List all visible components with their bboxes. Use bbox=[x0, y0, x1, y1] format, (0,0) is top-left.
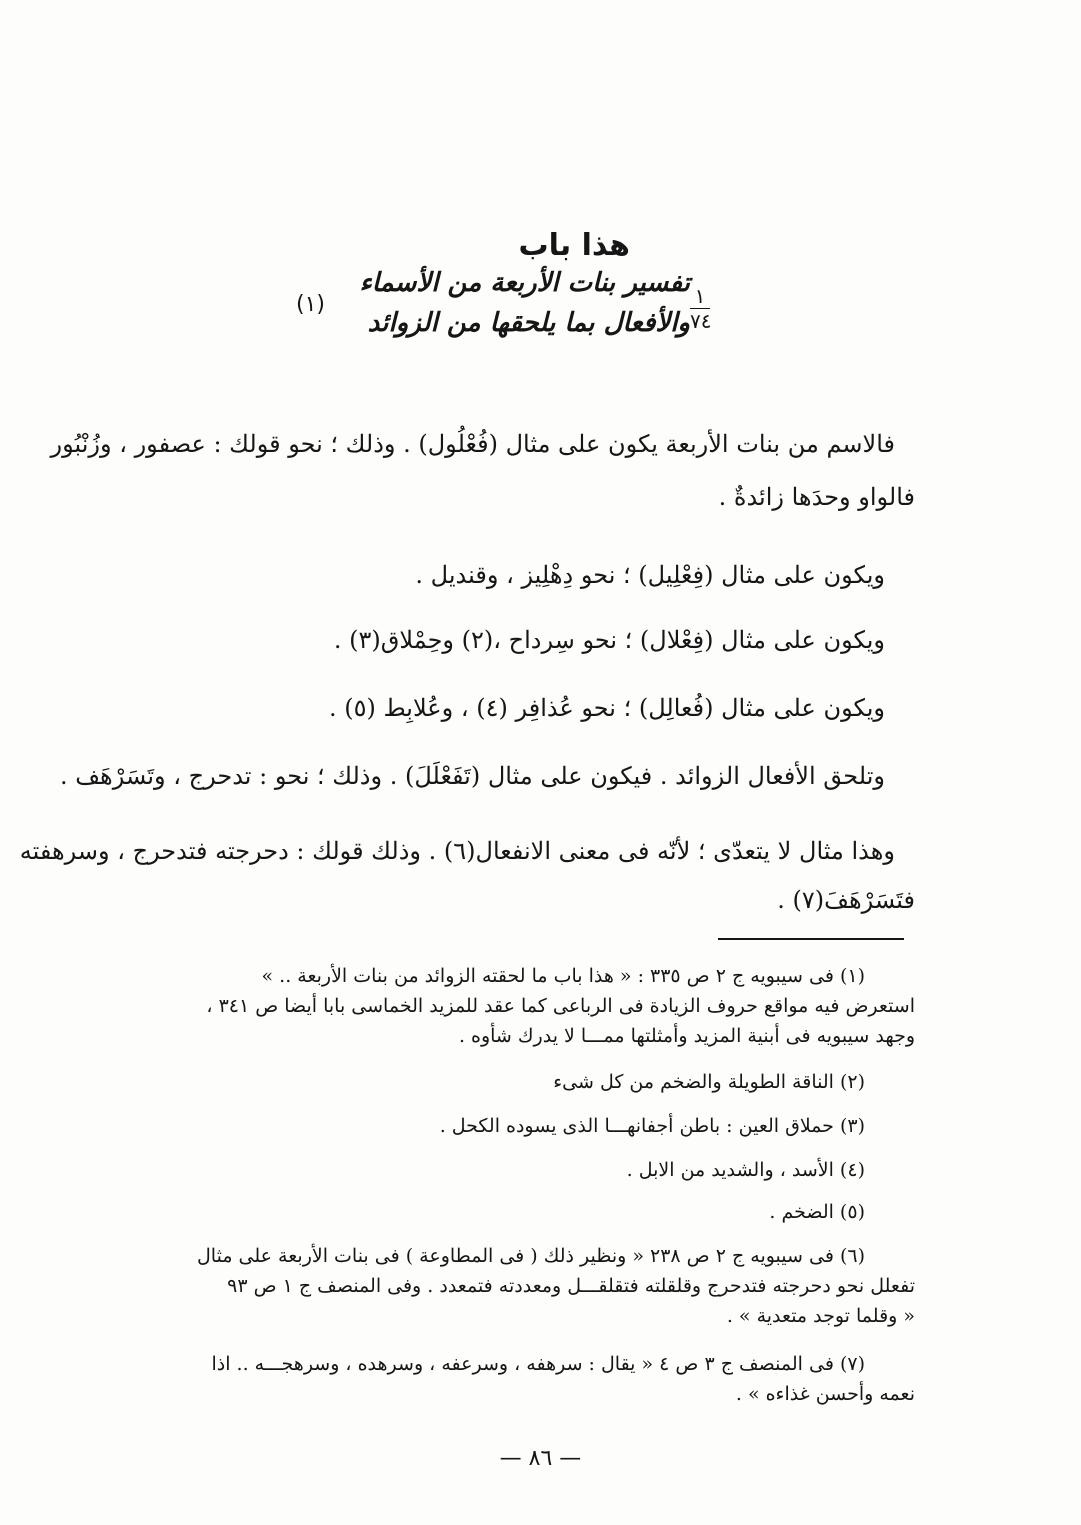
footnote-separator bbox=[718, 938, 904, 940]
chapter-heading: هذا باب bbox=[518, 228, 630, 263]
marker-bottom: ٧٤ bbox=[690, 309, 712, 333]
page-number: — ٨٦ — bbox=[499, 1446, 582, 1471]
body-line: ويكون على مثال (فِعْلال) ؛ نحو سِرداح ،(٢) وحِمْلاق(٣) . bbox=[333, 626, 885, 654]
footnote-line: تفعلل نحو دحرجته فتدحرج وقلقلته فتقلقـــل ومعددته فتمعدد . وفى المنصف ج ١ ص ٩٣ bbox=[227, 1275, 915, 1297]
footnote-line: (٧) فى المنصف ج ٣ ص ٤ « يقال : سرهفه ، وسرعفه ، وسرهده ، وسرهجـــه .. اذا bbox=[211, 1353, 865, 1375]
footnote-line: (١) فى سيبويه ج ٢ ص ٣٣٥ : « هذا باب ما لحقته الزوائد من بنات الأربعة .. » bbox=[261, 965, 865, 987]
footnote-line: وجهد سيبويه فى أبنية المزيد وأمثلتها ممـــا لا يدرك شأوه . bbox=[458, 1025, 915, 1047]
footnote-line: (٥) الضخم . bbox=[769, 1201, 865, 1223]
body-line: وهذا مثال لا يتعدّى ؛ لأنّه فى معنى الانفعال(٦) . وذلك قولك : دحرجته فتدحرج ، وسرهفته bbox=[19, 837, 895, 865]
body-line: ويكون على مثال (فِعْلِيل) ؛ نحو دِهْلِيز ، وقنديل . bbox=[415, 561, 885, 589]
chapter-title-line-2: والأفعال بما يلحقها من الزوائد bbox=[367, 308, 690, 338]
body-line: ويكون على مثال (فُعالِل) ؛ نحو عُذافِر (٤) ، وعُلابِط (٥) . bbox=[329, 694, 885, 722]
footnote-line: نعمه وأحسن غذاءه » . bbox=[735, 1383, 915, 1405]
footnote-line: « وقلما توجد متعدية » . bbox=[726, 1305, 915, 1327]
body-line: فتَسَرْهَفَ(٧) . bbox=[777, 886, 915, 914]
footnote-line: (٣) حملاق العين : باطن أجفانهـــا الذى يسوده الكحل . bbox=[439, 1115, 865, 1137]
marker-top: ١ bbox=[694, 284, 706, 308]
body-line: وتلحق الأفعال الزوائد . فيكون على مثال (تَفَعْلَلَ) . وذلك ؛ نحو : تدحرج ، وتَسَرْهَف . bbox=[59, 762, 885, 790]
manuscript-page-marker bbox=[690, 286, 710, 331]
footnote-line: (٢) الناقة الطويلة والضخم من كل شىء bbox=[553, 1071, 865, 1093]
footnote-line: (٦) فى سيبويه ج ٢ ص ٢٣٨ « ونظير ذلك ( فى المطاوعة ) فى بنات الأربعة على مثال bbox=[197, 1245, 865, 1267]
body-line: فالواو وحدَها زائدةٌ . bbox=[718, 483, 915, 511]
chapter-title bbox=[270, 228, 710, 348]
footnote-line: استعرض فيه مواقع حروف الزيادة فى الرباعى كما عقد للمزيد الخماسى بابا أيضا ص ٣٤١ ، bbox=[206, 995, 915, 1017]
chapter-title-line-1: تفسير بنات الأربعة من الأسماء bbox=[359, 268, 690, 298]
body-line: فالاسم من بنات الأربعة يكون على مثال (فُعْلُول) . وذلك ؛ نحو قولك : عصفور ، وزُنْبُور bbox=[50, 430, 895, 458]
title-footnote-ref: (١) bbox=[296, 292, 326, 317]
footnote-line: (٤) الأسد ، والشديد من الابل . bbox=[626, 1159, 865, 1181]
